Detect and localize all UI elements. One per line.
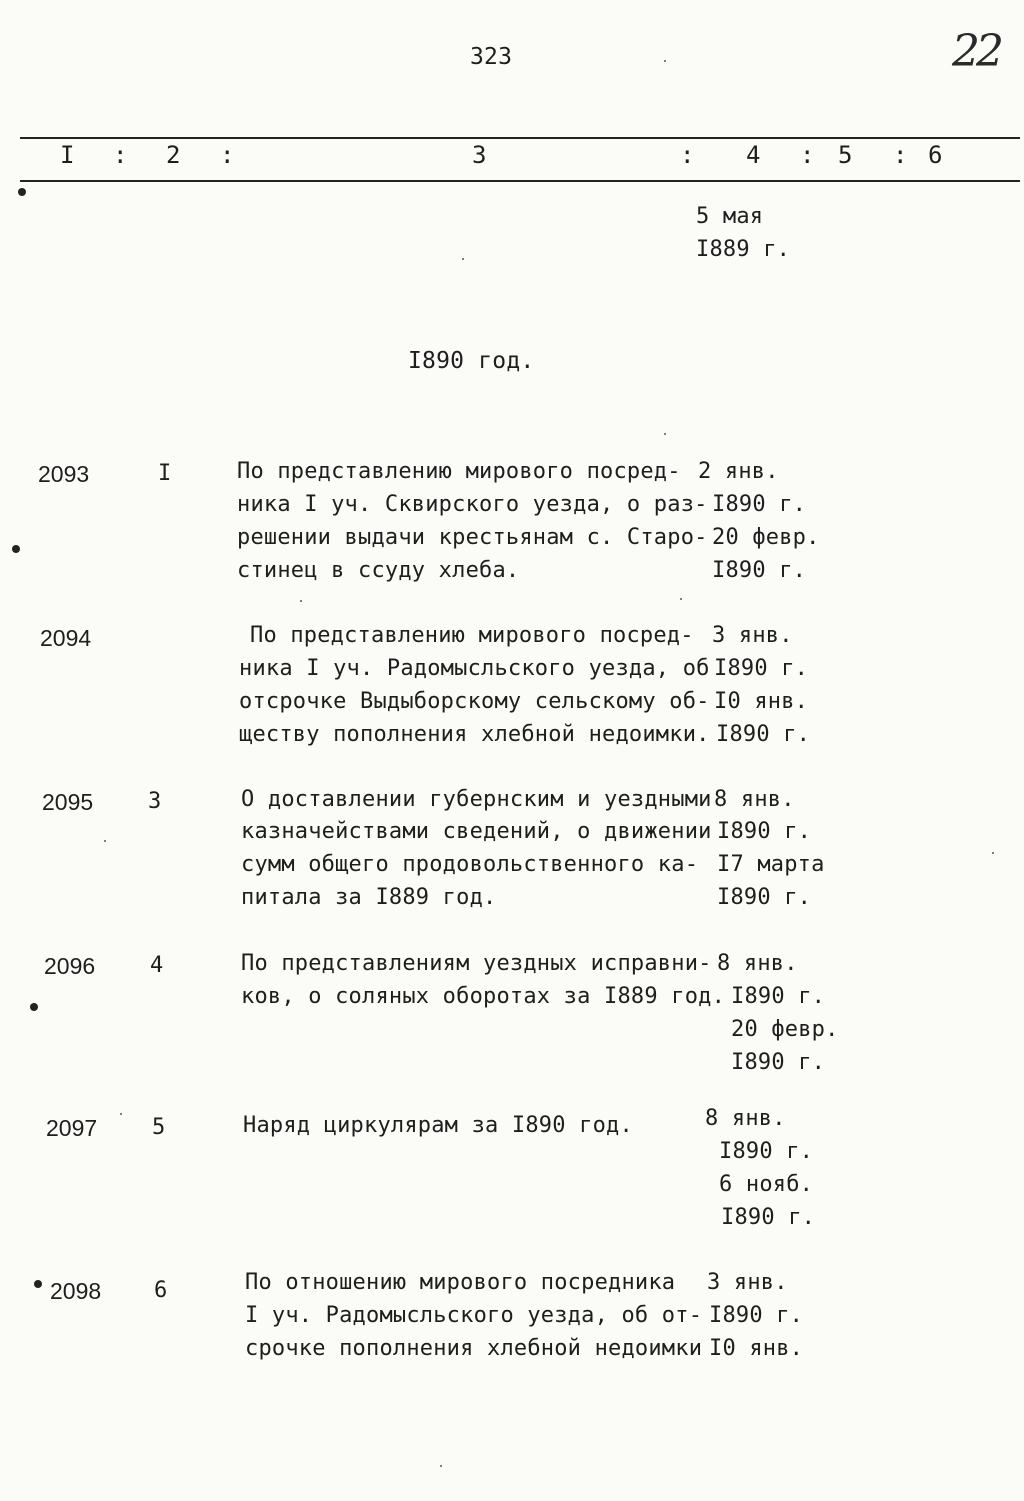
col-separator-4: : [800, 141, 815, 169]
record-date-line: I890 г. [721, 1205, 816, 1230]
record-text-line: ника I уч. Радомысльского уезда, об [239, 656, 710, 681]
col-header-2: 2 [166, 141, 181, 169]
record-date-line: 3 янв. [712, 623, 793, 648]
scan-mark [30, 1003, 38, 1011]
scan-speck [664, 60, 666, 62]
record-id: 2096 [44, 953, 96, 979]
record-date-line: I890 г. [712, 558, 807, 583]
scan-speck [992, 852, 994, 854]
year-heading: I890 год. [408, 348, 535, 374]
record-date-line: 6 нояб. [719, 1172, 814, 1197]
record-date-line: 8 янв. [705, 1106, 786, 1131]
record-text-line: отсрочке Выдыборскому сельскому об- [239, 689, 710, 714]
record-text-line: Наряд циркулярам за I890 год. [243, 1113, 633, 1138]
scan-speck [300, 600, 302, 602]
col-separator-3: : [680, 141, 695, 169]
record-text-line: сумм общего продовольственного ка- [241, 852, 699, 877]
record-date-line: I890 г. [716, 722, 811, 747]
record-date-line: I7 марта [717, 852, 825, 877]
record-date-line: I890 г. [709, 1303, 804, 1328]
record-text-line: срочке пополнения хлебной недоимки [245, 1336, 703, 1361]
record-date-line: I0 янв. [709, 1336, 804, 1361]
record-date-line: I890 г. [717, 885, 812, 910]
record-date-line: I890 г. [712, 492, 807, 517]
record-text-line: ков, о соляных оборотах за I889 год. [241, 984, 726, 1009]
record-seq: 6 [154, 1278, 168, 1303]
record-text-line: стинец в ссуду хлеба. [237, 558, 520, 583]
col-header-4: 4 [746, 141, 761, 169]
record-id: 2095 [42, 789, 94, 815]
header-rule-bottom [20, 180, 1020, 182]
record-id: 2097 [46, 1115, 98, 1141]
record-text-line: питала за I889 год. [241, 885, 497, 910]
scan-speck [120, 1113, 122, 1115]
col-header-1: I [60, 141, 75, 169]
record-seq: 3 [148, 789, 162, 814]
col-header-6: 6 [928, 141, 943, 169]
record-seq: 4 [150, 953, 164, 978]
scan-speck [680, 598, 682, 600]
scan-mark [18, 188, 26, 196]
col-separator-5: : [893, 141, 908, 169]
record-id: 2094 [40, 625, 92, 651]
record-date-line: I0 янв. [714, 689, 809, 714]
record-date-line: 20 февр. [712, 525, 820, 550]
record-date-line: I890 г. [731, 984, 826, 1009]
record-date-line: I890 г. [714, 656, 809, 681]
folio-number: 22 [952, 26, 1000, 77]
scan-mark [34, 1280, 42, 1288]
record-date-line: I890 г. [719, 1139, 814, 1164]
header-rule-top [20, 137, 1020, 139]
page-number: 323 [470, 44, 513, 70]
record-date-line: I890 г. [717, 819, 812, 844]
record-text-line: I уч. Радомысльского уезда, об от- [245, 1303, 703, 1328]
col-separator-1: : [113, 141, 128, 169]
record-id: 2098 [50, 1278, 102, 1304]
scan-speck [104, 840, 106, 842]
col-header-3: 3 [472, 141, 487, 169]
record-id: 2093 [38, 461, 90, 487]
record-text-line: ществу пополнения хлебной недоимки. [239, 722, 710, 747]
carryover-date-line-1: 5 мая [696, 204, 764, 229]
record-date-line: 8 янв. [714, 787, 795, 812]
carryover-date-line-2: I889 г. [696, 237, 791, 262]
record-date-line: 3 янв. [707, 1270, 788, 1295]
record-text-line: По представлению мирового посред- [250, 623, 694, 648]
record-text-line: По отношению мирового посредника [245, 1270, 676, 1295]
record-date-line: 2 янв. [698, 459, 779, 484]
record-date-line: 8 янв. [717, 951, 798, 976]
col-header-5: 5 [838, 141, 853, 169]
record-seq: 5 [152, 1115, 166, 1140]
record-seq: I [158, 461, 172, 486]
scan-speck [664, 433, 666, 435]
record-text-line: По представлению мирового посред- [237, 459, 681, 484]
scan-mark [12, 545, 20, 553]
col-separator-2: : [220, 141, 235, 169]
record-date-line: 20 февр. [731, 1017, 839, 1042]
scan-speck [440, 1465, 442, 1467]
record-text-line: О доставлении губернским и уездными [241, 787, 712, 812]
record-date-line: I890 г. [731, 1050, 826, 1075]
scan-speck [462, 258, 464, 260]
record-text-line: решении выдачи крестьянам с. Старо- [237, 525, 708, 550]
record-text-line: По представлениям уездных исправни- [241, 951, 712, 976]
record-text-line: казначействами сведений, о движении [241, 819, 712, 844]
record-text-line: ника I уч. Сквирского уезда, о раз- [237, 492, 708, 517]
